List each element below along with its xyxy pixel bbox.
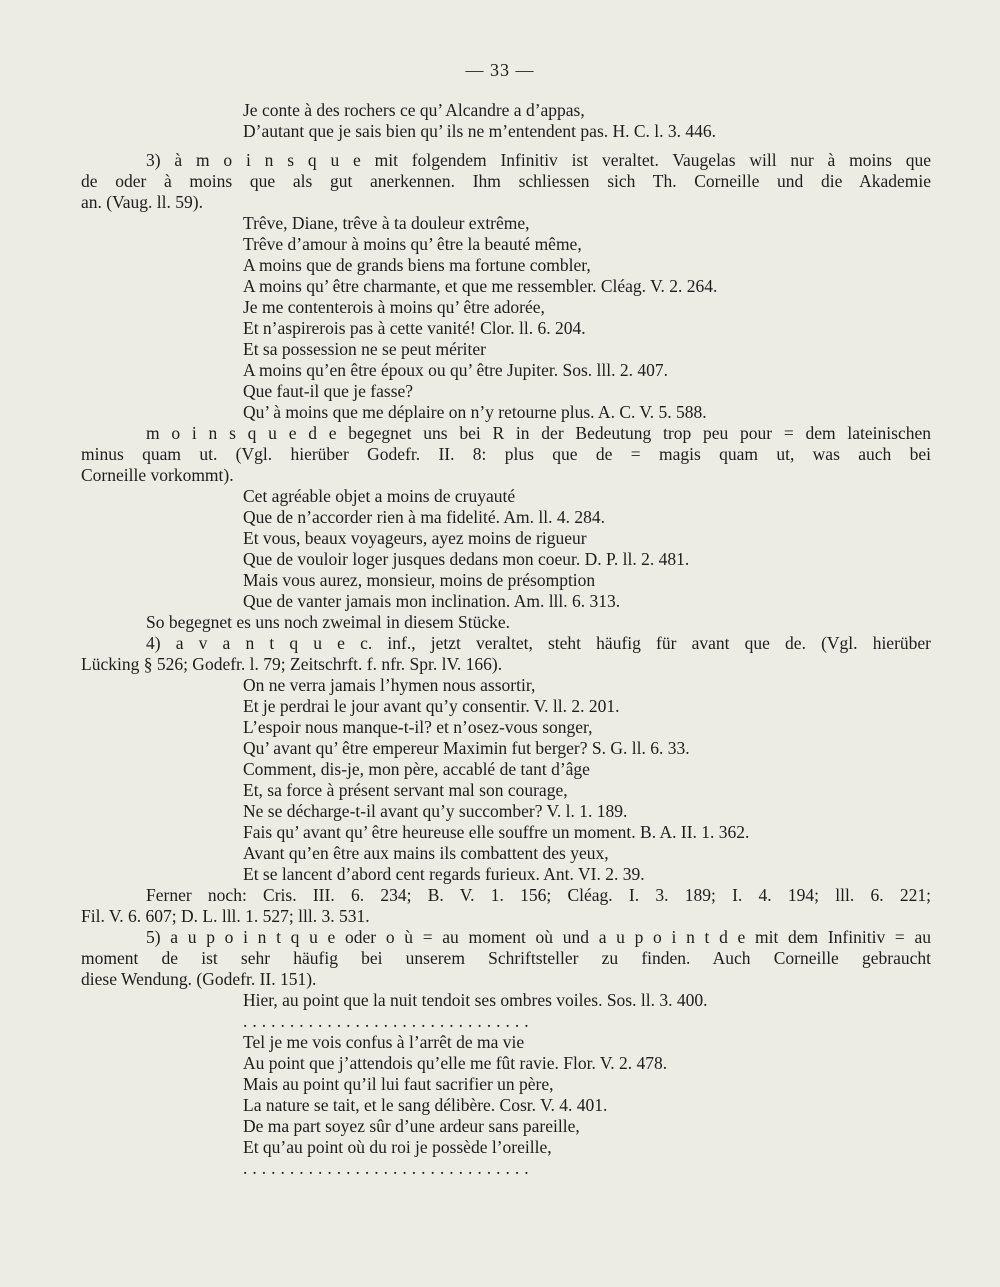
verse-line: D’autant que je sais bien qu’ ils ne m’entendent pas. H. C. l. 3. 446. [243,121,717,141]
verse-line: On ne verra jamais l’hymen nous assortir, [243,675,536,695]
verse-line: Trêve d’amour à moins qu’ être la beauté même, [243,234,582,254]
verse-line: Qu’ avant qu’ être empereur Maximin fut berger? S. G. ll. 6. 33. [243,738,690,758]
verse-line: Avant qu’en être aux mains ils combattent des yeux, [243,843,609,863]
verse-line: Je conte à des rochers ce qu’ Alcandre a d’appas, [243,100,585,120]
prose-line: m o i n s q u e d e begegnet uns bei R in der Bedeutung trop peu pour = dem lateinischen [146,423,931,443]
verse-line: Qu’ à moins que me déplaire on n’y retourne plus. A. C. V. 5. 588. [243,402,707,422]
verse-line: Mais au point qu’il lui faut sacrifier un père, [243,1074,554,1094]
verse-line: Et, sa force à présent servant mal son courage, [243,780,568,800]
verse-line: Que de vouloir loger jusques dedans mon coeur. D. P. ll. 2. 481. [243,549,690,569]
prose-line: an. (Vaug. ll. 59). [81,192,203,212]
verse-line: Cet agréable objet a moins de cruyauté [243,486,516,506]
prose-line: 3) à m o i n s q u e mit folgendem Infinitiv ist veraltet. Vaugelas will nur à moins que [146,150,931,170]
prose-line: 5) a u p o i n t q u e oder o ù = au moment où und a u p o i n t d e mit dem Infinitiv = au [146,927,931,947]
prose-line: So begegnet es uns noch zweimal in diesem Stücke. [146,612,511,632]
prose-line: minus quam ut. (Vgl. hierüber Godefr. II. 8: plus que de = magis quam ut, was auch bei [81,444,931,464]
verse-line: Et je perdrai le jour avant qu’y consentir. V. ll. 2. 201. [243,696,620,716]
verse-line: Ne se décharge-t-il avant qu’y succomber? V. l. 1. 189. [243,801,628,821]
prose-line: Fil. V. 6. 607; D. L. lll. 1. 527; lll. 3. 531. [81,906,370,926]
verse-line: Et n’aspirerois pas à cette vanité! Clor. ll. 6. 204. [243,318,586,338]
prose-line: moment de ist sehr häufig bei unserem Schriftsteller zu finden. Auch Corneille gebraucht [81,948,931,968]
prose-line: de oder à moins que als gut anerkennen. Ihm schliessen sich Th. Corneille und die Akademie [81,171,931,191]
verse-line: Et qu’au point où du roi je possède l’oreille, [243,1137,552,1157]
verse-line: Tel je me vois confus à l’arrêt de ma vie [243,1032,525,1052]
prose-line: Corneille vorkommt). [81,465,234,485]
verse-line: Que faut-il que je fasse? [243,381,414,401]
verse-line: Trêve, Diane, trêve à ta douleur extrême, [243,213,530,233]
verse-line: Fais qu’ avant qu’ être heureuse elle souffre un moment. B. A. II. 1. 362. [243,822,750,842]
verse-line: Et se lancent d’abord cent regards furieux. Ant. VI. 2. 39. [243,864,645,884]
verse-line: A moins qu’en être époux ou qu’ être Jupiter. Sos. lll. 2. 407. [243,360,668,380]
verse-line: A moins qu’ être charmante, et que me ressembler. Cléag. V. 2. 264. [243,276,718,296]
prose-line: Lücking § 526; Godefr. l. 79; Zeitschrft. f. nfr. Spr. lV. 166). [81,654,503,674]
ellipsis-line: ............................... [243,1011,534,1031]
prose-line: diese Wendung. (Godefr. II. 151). [81,969,317,989]
verse-line: De ma part soyez sûr d’une ardeur sans pareille, [243,1116,580,1136]
verse-line: Mais vous aurez, monsieur, moins de présomption [243,570,596,590]
verse-line: Hier, au point que la nuit tendoit ses ombres voiles. Sos. ll. 3. 400. [243,990,708,1010]
verse-line: Que de n’accorder rien à ma fidelité. Am. ll. 4. 284. [243,507,606,527]
prose-line: 4) a v a n t q u e c. inf., jetzt veraltet, steht häufig für avant que de. (Vgl. hierüber [146,633,931,653]
verse-line: Au point que j’attendois qu’elle me fût ravie. Flor. V. 2. 478. [243,1053,668,1073]
verse-line: Que de vanter jamais mon inclination. Am. lll. 6. 313. [243,591,621,611]
verse-line: Et vous, beaux voyageurs, ayez moins de rigueur [243,528,587,548]
verse-line: La nature se tait, et le sang délibère. Cosr. V. 4. 401. [243,1095,608,1115]
verse-line: Je me contenterois à moins qu’ être adorée, [243,297,545,317]
page-number: — 33 — [465,60,535,80]
prose-line: Ferner noch: Cris. III. 6. 234; B. V. 1. 156; Cléag. I. 3. 189; I. 4. 194; lll. 6. 221; [146,885,931,905]
verse-line: A moins que de grands biens ma fortune combler, [243,255,591,275]
verse-line: Et sa possession ne se peut mériter [243,339,487,359]
verse-line: L’espoir nous manque-t-il? et n’osez-vous songer, [243,717,593,737]
verse-line: Comment, dis-je, mon père, accablé de tant d’âge [243,759,590,779]
ellipsis-line: ............................... [243,1158,534,1178]
